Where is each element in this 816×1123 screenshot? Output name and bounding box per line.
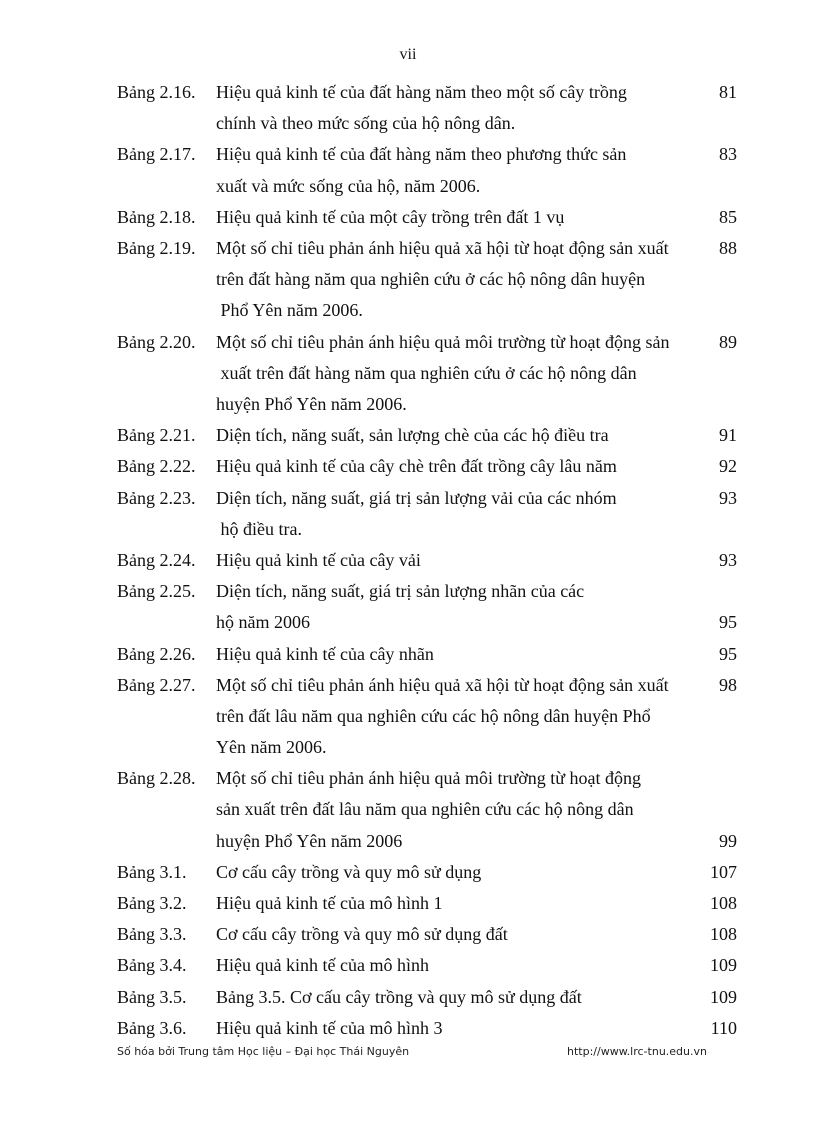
toc-entry-label: Bảng 2.23. — [117, 487, 196, 508]
toc-entry-title-line: sản xuất trên đất lâu năm qua nghiên cứu các hộ nông dân — [216, 799, 634, 820]
toc-entry-page-number: 95 — [719, 643, 737, 664]
toc-entry-page-number: 93 — [719, 549, 737, 570]
toc-entry-label: Bảng 3.3. — [117, 924, 187, 945]
toc-entry-label: Bảng 2.18. — [117, 206, 196, 227]
footer-source: Số hóa bởi Trung tâm Học liệu – Đại học Thái Nguyên — [117, 1045, 410, 1058]
toc-entry — [0, 987, 816, 1018]
toc-entry-page-number: 89 — [719, 331, 737, 352]
toc-entry-page-number: 92 — [719, 456, 737, 477]
toc-entry — [0, 82, 816, 144]
toc-entry-page-number: 109 — [710, 955, 737, 976]
toc-entry-title-line: Cơ cấu cây trồng và quy mô sử dụng — [216, 861, 482, 882]
toc-entry-title-line: Cơ cấu cây trồng và quy mô sử dụng đất — [216, 924, 508, 945]
toc-entry-label: Bảng 2.19. — [117, 237, 196, 258]
toc-entry-label: Bảng 2.28. — [117, 768, 196, 789]
toc-entry-label: Bảng 3.1. — [117, 861, 187, 882]
toc-entry-page-number: 108 — [710, 924, 737, 945]
toc-entry-title-line: Hiệu quả kinh tế của mô hình — [216, 955, 429, 976]
toc-entry-page-number: 83 — [719, 144, 737, 165]
toc-entry-title-line: Hiệu quả kinh tế của đất hàng năm theo một số cây trồng — [216, 82, 627, 102]
toc-entry — [0, 924, 816, 955]
toc-entry-title-line: hộ năm 2006 — [216, 612, 310, 633]
toc-entry-page-number: 109 — [710, 986, 737, 1007]
toc-entry-page-number: 95 — [719, 612, 737, 633]
toc-entry — [0, 893, 816, 924]
toc-entry-title-line: Hiệu quả kinh tế của cây vải — [216, 549, 421, 570]
toc-entry — [0, 550, 816, 581]
toc-entry — [0, 332, 816, 426]
toc-entry-title-line: Diện tích, năng suất, sản lượng chè của các hộ điều tra — [216, 425, 609, 446]
toc-entry-title-line: Một số chỉ tiêu phản ánh hiệu quả môi trường từ hoạt động — [216, 768, 641, 789]
toc-entry-page-number: 110 — [710, 1017, 737, 1038]
toc-entry-label: Bảng 2.20. — [117, 331, 196, 352]
toc-entry-page-number: 98 — [719, 674, 737, 695]
footer-url-link[interactable]: http://www.lrc-tnu.edu.vn — [567, 1045, 707, 1058]
toc-entry-label: Bảng 2.22. — [117, 456, 196, 477]
toc-entry-label: Bảng 2.17. — [117, 144, 196, 165]
toc-entry — [0, 456, 816, 487]
toc-entry-label: Bảng 3.4. — [117, 955, 187, 976]
toc-entry — [0, 675, 816, 769]
toc-entry — [0, 768, 816, 862]
toc-entry-title-line: huyện Phổ Yên năm 2006 — [216, 830, 403, 851]
toc-entry-label: Bảng 2.27. — [117, 674, 196, 695]
toc-entry-title-line: Hiệu quả kinh tế của mô hình 1 — [216, 893, 443, 914]
table-of-tables — [0, 82, 816, 1049]
toc-entry-title-line: Hiệu quả kinh tế của một cây trồng trên đất 1 vụ — [216, 206, 565, 227]
toc-entry-title-line: Hiệu quả kinh tế của mô hình 3 — [216, 1017, 443, 1038]
toc-entry-title-line: trên đất hàng năm qua nghiên cứu ở các hộ nông dân huyện — [216, 269, 646, 290]
toc-entry-title-line: Một số chỉ tiêu phản ánh hiệu quả môi trường từ hoạt động sản — [216, 331, 670, 352]
toc-entry — [0, 207, 816, 238]
page-number: vii — [399, 46, 417, 63]
toc-entry-title-line: Diện tích, năng suất, giá trị sản lượng nhãn của các — [216, 581, 585, 602]
toc-entry — [0, 425, 816, 456]
toc-entry-label: Bảng 2.16. — [117, 82, 196, 102]
toc-entry-label: Bảng 2.24. — [117, 549, 196, 570]
toc-entry-page-number: 108 — [710, 893, 737, 914]
toc-entry-page-number: 107 — [710, 861, 737, 882]
toc-entry — [0, 581, 816, 643]
toc-entry — [0, 862, 816, 893]
toc-entry-page-number: 81 — [719, 82, 737, 102]
toc-entry-page-number: 85 — [719, 206, 737, 227]
toc-entry-title-line: chính và theo mức sống của hộ nông dân. — [216, 113, 516, 134]
toc-entry — [0, 144, 816, 206]
toc-entry-title-line: Hiệu quả kinh tế của cây nhãn — [216, 643, 434, 664]
toc-entry-title-line: Hiệu quả kinh tế của cây chè trên đất trồng cây lâu năm — [216, 456, 617, 477]
toc-entry-title-line: xuất trên đất hàng năm qua nghiên cứu ở các hộ nông dân — [216, 362, 637, 383]
toc-entry — [0, 238, 816, 332]
toc-entry-title-line: huyện Phổ Yên năm 2006. — [216, 393, 407, 414]
toc-entry-page-number: 91 — [719, 425, 737, 446]
toc-entry-page-number: 88 — [719, 237, 737, 258]
toc-entry-label: Bảng 2.25. — [117, 581, 196, 602]
toc-entry-label: Bảng 2.21. — [117, 425, 196, 446]
toc-entry-label: Bảng 3.2. — [117, 893, 187, 914]
toc-entry-title-line: Một số chỉ tiêu phản ánh hiệu quả xã hội từ hoạt động sản xuất — [216, 237, 669, 258]
toc-entry-title-line: trên đất lâu năm qua nghiên cứu các hộ nông dân huyện Phổ — [216, 705, 651, 726]
toc-entry-title-line: hộ điều tra. — [216, 518, 302, 539]
toc-entry — [0, 488, 816, 550]
toc-entry-title-line: Phổ Yên năm 2006. — [216, 300, 363, 321]
toc-entry — [0, 644, 816, 675]
toc-entry-title-line: Diện tích, năng suất, giá trị sản lượng vải của các nhóm — [216, 487, 617, 508]
toc-entry-label: Bảng 3.6. — [117, 1017, 187, 1038]
toc-entry-title-line: xuất và mức sống của hộ, năm 2006. — [216, 175, 481, 196]
toc-entry — [0, 955, 816, 986]
toc-entry-label: Bảng 2.26. — [117, 643, 196, 664]
toc-entry-page-number: 93 — [719, 487, 737, 508]
toc-entry-label: Bảng 3.5. — [117, 986, 187, 1007]
toc-entry-page-number: 99 — [719, 830, 737, 851]
toc-entry-title-line: Hiệu quả kinh tế của đất hàng năm theo phương thức sản — [216, 144, 627, 165]
toc-entry-title-line: Yên năm 2006. — [216, 737, 327, 758]
toc-entry-title-line: Một số chỉ tiêu phản ánh hiệu quả xã hội từ hoạt động sản xuất — [216, 674, 669, 695]
toc-entry-title-line: Bảng 3.5. Cơ cấu cây trồng và quy mô sử dụng đất — [216, 986, 582, 1007]
